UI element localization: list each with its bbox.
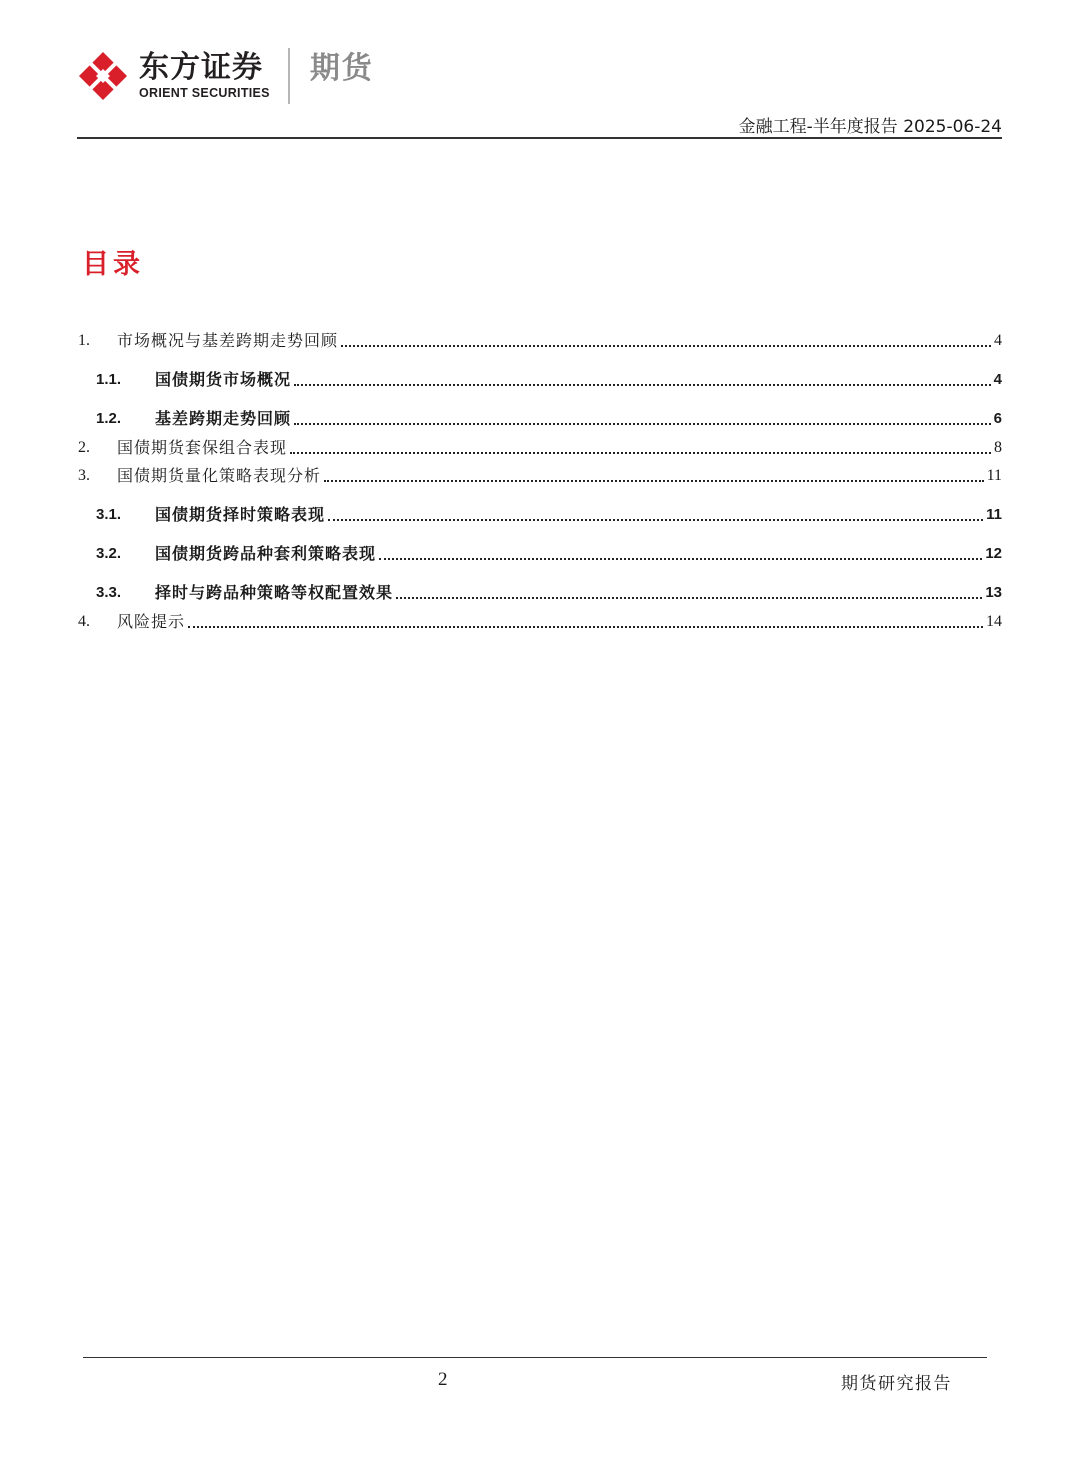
toc-entry-3-2[interactable]	[78, 539, 1002, 565]
toc-entry-1[interactable]	[78, 326, 1002, 352]
toc-entry-1-2[interactable]	[78, 404, 1002, 430]
page-number: 2	[438, 1369, 448, 1390]
toc-leader-dots	[188, 626, 983, 628]
toc-leader-dots	[294, 384, 991, 386]
toc-entry-page: 11	[986, 467, 1002, 484]
toc-entry-page: 4	[994, 332, 1002, 349]
toc-entry-number: 3.	[78, 467, 90, 484]
footer-divider	[83, 1357, 987, 1358]
toc-entry-number: 3.3.	[96, 584, 122, 601]
toc-entry-3[interactable]	[78, 461, 1002, 487]
logo-chinese-name: 东方证券	[139, 50, 263, 85]
brand-logo	[77, 46, 374, 106]
toc-entry-page: 4	[993, 371, 1002, 388]
toc-entry-title: 国债期货量化策略表现分析	[117, 466, 322, 485]
toc-entry-page: 6	[993, 410, 1002, 427]
toc-entry-number: 3.1.	[96, 506, 122, 523]
toc-entry-number: 1.1.	[96, 371, 122, 388]
toc-entry-title: 市场概况与基差跨期走势回顾	[117, 331, 339, 350]
toc-entry-3-1[interactable]	[78, 500, 1002, 526]
toc-leader-dots	[294, 423, 991, 425]
toc-entry-page: 8	[994, 439, 1002, 456]
toc-leader-dots	[328, 519, 983, 521]
logo-subbrand: 期货	[309, 51, 374, 86]
toc-leader-dots	[341, 345, 991, 347]
toc-entry-title: 国债期货套保组合表现	[117, 438, 288, 457]
toc-entry-4[interactable]	[78, 607, 1002, 633]
toc-title: 目录	[82, 249, 144, 280]
header-divider	[77, 137, 1002, 139]
toc-entry-number: 3.2.	[96, 545, 122, 562]
toc-entry-title: 国债期货市场概况	[155, 370, 292, 389]
toc-leader-dots	[324, 480, 984, 482]
toc-entry-page: 14	[986, 613, 1002, 630]
footer-label: 期货研究报告	[841, 1374, 952, 1394]
toc-entry-title: 国债期货择时策略表现	[155, 505, 326, 524]
toc-entry-page: 11	[986, 506, 1002, 523]
report-meta: 金融工程-半年度报告 2025-06-24	[738, 117, 1002, 137]
toc-leader-dots	[379, 558, 982, 560]
toc-entry-title: 择时与跨品种策略等权配置效果	[155, 583, 394, 602]
toc-entry-1-1[interactable]	[78, 365, 1002, 391]
toc-entry-page: 13	[985, 584, 1002, 601]
toc-entry-2[interactable]	[78, 433, 1002, 459]
toc-entry-number: 1.	[78, 332, 90, 349]
toc-entry-title: 国债期货跨品种套利策略表现	[155, 544, 377, 563]
logo-divider	[288, 48, 290, 104]
toc-leader-dots	[396, 597, 982, 599]
toc-entry-3-3[interactable]	[78, 578, 1002, 604]
logo-english-name: ORIENT SECURITIES	[139, 86, 270, 100]
toc-entry-number: 4.	[78, 613, 90, 630]
toc-entry-title: 风险提示	[117, 612, 186, 631]
orient-securities-logo-icon	[77, 50, 129, 102]
toc-entry-number: 2.	[78, 439, 90, 456]
toc-leader-dots	[290, 452, 991, 454]
toc-entry-page: 12	[985, 545, 1002, 562]
toc-entry-number: 1.2.	[96, 410, 122, 427]
toc-entry-title: 基差跨期走势回顾	[155, 409, 292, 428]
